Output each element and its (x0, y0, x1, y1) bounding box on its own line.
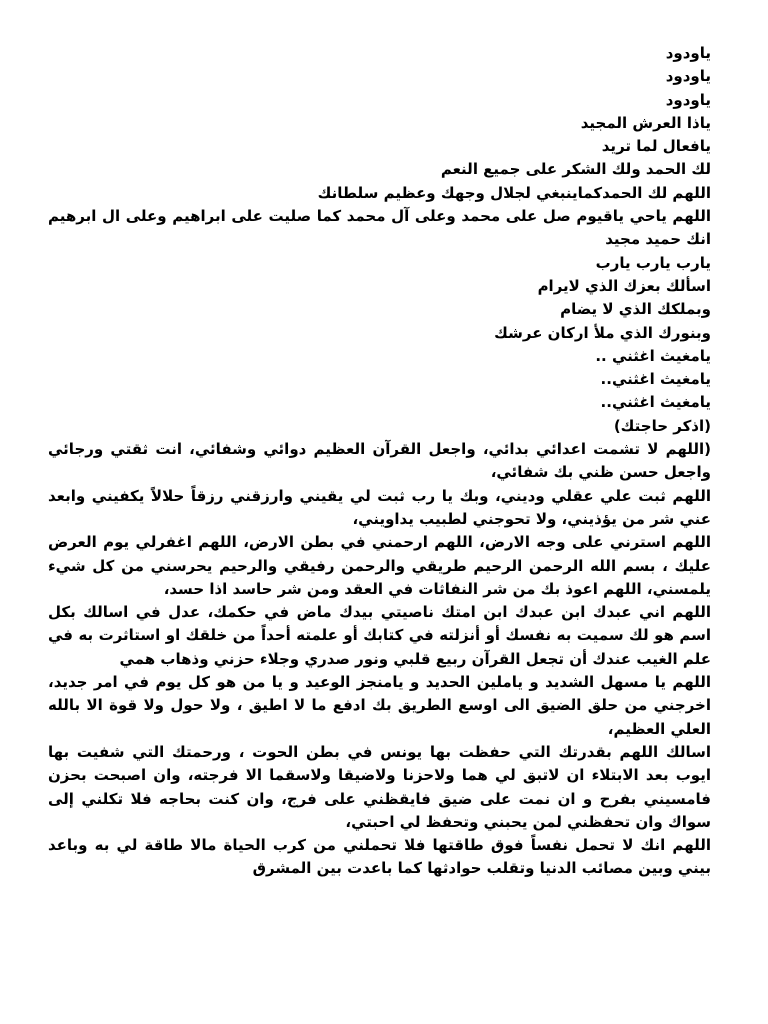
salawat-paragraph: اللهم ياحي ياقيوم صل على محمد وعلى آل محمد كما صليت على ابراهيم وعلى ال ابرهيم انك حميد مجيد (48, 207, 711, 249)
text-line: يامغيث اغثني.. (600, 370, 711, 389)
dua-paragraph: (اللهم لا تشمت اعدائي بدائي، واجعل القرآن العظيم دوائي وشفائي، انت ثقتي ورجائي واجعل حسن ظني بك شفائي، (48, 440, 711, 482)
text-line: يارب يارب يارب (595, 253, 711, 272)
dua-paragraph: اسالك اللهم بقدرتك التي حفظت بها يونس في بطن الحوت ، ورحمتك التي شفيت بها ايوب بعد الابتلاء ان لاتبق لي هما ولاحزنا ولاضيقا ولاسقما الا فرجته، وان اصبحت بحزن فامسيني بفرح و ان نمت على ضيق فايقظني على فرج، وان كنت بحاجه فلا تكلني إلى سواك وان تحفظني لمن يحبني وتحفظ لي احبتي، (48, 742, 711, 831)
dua-paragraph: اللهم ثبت علي عقلي وديني، وبك يا رب ثبت لي يقيني وارزقني رزقاً حلالاً يكفيني وابعد عني شر من يؤذيني، ولا تحوجني لطبيب يداويني، (48, 486, 711, 528)
text-line: (اذكر حاجتك) (613, 416, 711, 435)
text-line: اللهم لك الحمدكماينبغي لجلال وجهك وعظيم سلطانك (317, 183, 711, 202)
text-line: وبنورك الذي ملأ اركان عرشك (494, 323, 711, 342)
text-line: ياذا العرش المجيد (580, 113, 711, 132)
text-line: اسألك بعزك الذي لايرام (537, 276, 711, 295)
text-line: يافعال لما تريد (601, 137, 711, 156)
document-page (48, 42, 711, 881)
text-line: يامغيث اغثني.. (600, 393, 711, 412)
dua-paragraph: اللهم استرني على وجه الارض، اللهم ارحمني في بطن الارض، اللهم اغفرلي يوم العرض عليك ، بسم الله الرحمن الرحيم طريقي والرحمن رفيقي والرحيم يحرسني من كل شيء يلمسني، اللهم اعوذ بك من شر النفاثات في العقد ومن شر حاسد اذا حسد، (48, 533, 711, 598)
dua-paragraph: اللهم انك لا تحمل نفساً فوق طاقتها فلا تحملني من كرب الحياة مالا طاقة لي به وباعد بيني وبين مصائب الدنيا وتقلب حوادثها كما باعدت بين المشرق (48, 836, 711, 878)
dua-paragraph: اللهم يا مسهل الشديد و ياملين الحديد و يامنجز الوعيد و يا من هو كل يوم في امر جديد، اخرجني من حلق الضيق الى اوسع الطريق بك ادفع ما لا اطيق ، ولا حول ولا قوة الا بالله العلي العظيم، (48, 673, 711, 738)
text-line: لك الحمد ولك الشكر على جميع النعم (440, 160, 711, 179)
text-line: ياودود (665, 90, 711, 109)
text-line: ياودود (665, 67, 711, 86)
text-line: يامغيث اغثني .. (595, 346, 711, 365)
text-line: ياودود (665, 44, 711, 62)
text-line: وبملكك الذي لا يضام (560, 300, 711, 319)
dua-paragraph: اللهم اني عبدك ابن عبدك ابن امتك ناصيتي بيدك ماض في حكمك، عدل في اسالك بكل اسم هو لك سميت به نفسك أو أنزلته في كتابك أو علمته أحداً من خلقك او استاثرت به في علم الغيب عندك أن تجعل القرآن ربيع قلبي ونور صدري وجلاء حزني وذهاب همي (48, 603, 711, 668)
